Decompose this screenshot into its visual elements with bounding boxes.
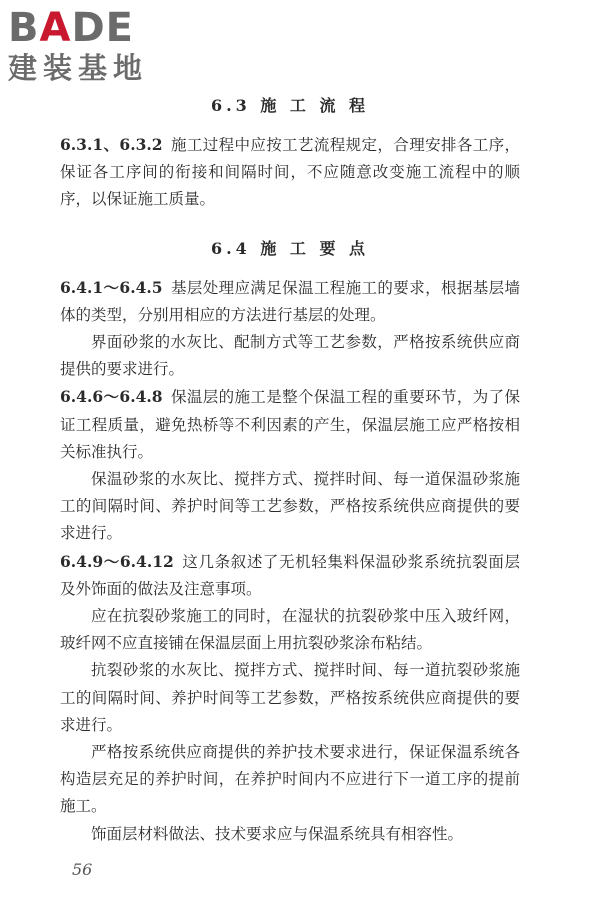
paragraph (60, 739, 520, 821)
logo-wordmark (8, 6, 188, 50)
logo-letter-b: B (8, 5, 40, 51)
clause-number: 6.4.1～6.4.5 (60, 277, 163, 297)
logo-subtitle: 建装基地 (8, 51, 149, 85)
clause-number: 6.4.9～6.4.12 (60, 551, 174, 571)
paragraph (60, 274, 520, 329)
clause-number: 6.3.1、6.3.2 (60, 135, 163, 154)
brand-logo (8, 6, 188, 96)
paragraph (60, 657, 520, 739)
paragraph-text: 应在抗裂砂浆施工的同时，在湿状的抗裂砂浆中压入玻纤网，玻纤网不应直接铺在保温层面上用抗裂砂浆涂布粘结。 (60, 607, 520, 653)
paragraph-text: 基层处理应满足保温工程施工的要求，根据基层墙体的类型，分别用相应的方法进行基层的处理。 (60, 278, 520, 324)
logo-letters-de: DE (71, 5, 134, 51)
paragraph (60, 383, 520, 466)
paragraph-text: 界面砂浆的水灰比、配制方式等工艺参数，严格按系统供应商提供的要求进行。 (60, 333, 520, 379)
page-content (60, 93, 520, 848)
paragraph-text: 施工过程中应按工艺流程规定，合理安排各工序，保证各工序间的衔接和间隔时间，不应随意改变施工流程中的顺序，以保证施工质量。 (60, 136, 520, 209)
paragraph-text: 保温层的施工是整个保温工程的重要环节，为了保证工程质量，避免热桥等不利因素的产生，保温层施工应严格按相关标准执行。 (60, 388, 520, 461)
paragraph-text: 严格按系统供应商提供的养护技术要求进行，保证保温系统各构造层充足的养护时间，在养护时间内不应进行下一道工序的提前施工。 (60, 743, 520, 816)
paragraph-text: 抗裂砂浆的水灰比、搅拌方式、搅拌时间、每一道抗裂砂浆施工的间隔时间、养护时间等工艺参数，严格按系统供应商提供的要求进行。 (60, 661, 520, 734)
paragraph (60, 329, 520, 383)
paragraph (60, 548, 520, 603)
paragraph-text: 这几条叙述了无机轻集料保温砂浆系统抗裂面层及外饰面的做法及注意事项。 (60, 552, 520, 598)
paragraph (60, 821, 520, 848)
paragraph-text: 饰面层材料做法、技术要求应与保温系统具有相容性。 (91, 824, 464, 843)
logo-letter-a: A (39, 5, 72, 51)
paragraph-text: 保温砂浆的水灰比、搅拌方式、搅拌时间、每一道保温砂浆施工的间隔时间、养护时间等工艺参数，严格按系统供应商提供的要求进行。 (60, 470, 520, 543)
paragraph (60, 603, 520, 657)
paragraph (60, 131, 520, 214)
section-title-6-3: 6.3 施 工 流 程 (210, 96, 370, 115)
section-title-6-4: 6.4 施 工 要 点 (210, 238, 370, 258)
page-number: 56 (72, 860, 93, 879)
paragraph (60, 466, 520, 548)
clause-number: 6.4.6～6.4.8 (60, 387, 163, 407)
